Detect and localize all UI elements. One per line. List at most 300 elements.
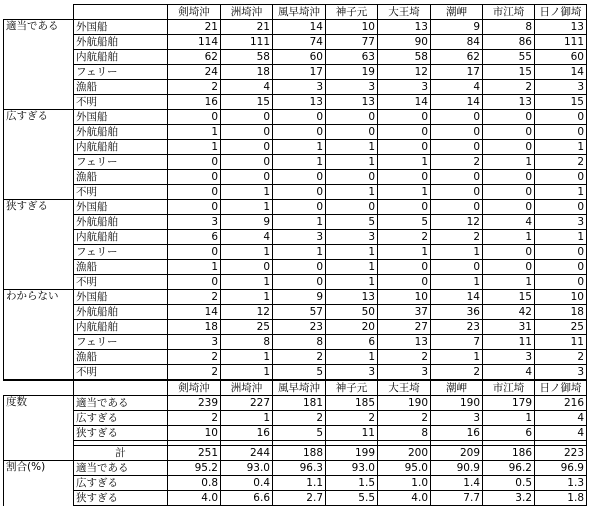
column-header: 洲埼沖 [221,380,273,396]
row-label: フェリー [74,65,168,80]
column-header: 神子元 [326,380,378,396]
value-cell: 0 [535,275,587,290]
column-header: 風早埼沖 [273,5,326,20]
value-cell: 3 [168,335,221,350]
row-label: 内航船舶 [74,140,168,155]
value-cell: 0 [483,110,535,125]
value-cell: 0 [273,200,326,215]
column-header: 風早埼沖 [273,380,326,396]
value-cell: 1.4 [431,476,483,491]
value-cell: 1 [535,230,587,245]
value-cell: 13 [378,20,431,35]
value-cell: 0 [431,260,483,275]
survey-table [3,4,587,506]
column-header: 日ノ御埼 [535,5,587,20]
value-cell: 13 [378,335,431,350]
value-cell: 12 [431,215,483,230]
group-spacer [4,215,74,230]
value-cell: 0 [535,260,587,275]
group-spacer [4,350,74,365]
value-cell: 3 [378,80,431,95]
table-row [4,95,587,110]
column-header: 大王埼 [378,380,431,396]
value-cell: 209 [431,446,483,461]
value-cell: 17 [431,65,483,80]
group-spacer [4,335,74,350]
group-label: 度数 [4,396,74,411]
value-cell: 21 [168,20,221,35]
value-cell: 17 [273,65,326,80]
group-spacer [4,305,74,320]
value-cell: 3 [326,80,378,95]
value-cell: 6 [168,230,221,245]
value-cell: 111 [535,35,587,50]
value-cell: 2 [431,155,483,170]
table-row [4,80,587,95]
value-cell: 15 [221,95,273,110]
value-cell: 188 [273,446,326,461]
value-cell: 1 [221,200,273,215]
value-cell: 15 [535,95,587,110]
value-cell: 199 [326,446,378,461]
value-cell: 11 [326,426,378,441]
value-cell: 23 [431,320,483,335]
table-row [4,260,587,275]
value-cell: 2 [168,411,221,426]
value-cell: 10 [535,290,587,305]
value-cell: 27 [378,320,431,335]
group-spacer [4,446,74,461]
value-cell: 16 [221,426,273,441]
value-cell: 190 [378,396,431,411]
value-cell: 93.0 [326,461,378,476]
table-row [4,476,587,491]
corner-cell [4,5,74,20]
value-cell: 0 [378,200,431,215]
value-cell: 0 [535,110,587,125]
value-cell: 1 [326,140,378,155]
value-cell: 16 [168,95,221,110]
value-cell: 1 [378,155,431,170]
value-cell: 2 [168,80,221,95]
value-cell: 3 [535,80,587,95]
header-row [4,5,587,20]
value-cell: 1 [483,275,535,290]
table-row [4,125,587,140]
value-cell: 15 [483,65,535,80]
value-cell: 0.4 [221,476,273,491]
row-label: 内航船舶 [74,320,168,335]
group-spacer [4,260,74,275]
group-spacer [4,65,74,80]
value-cell: 60 [273,50,326,65]
header-row [4,380,587,396]
value-cell: 14 [273,20,326,35]
group-spacer [4,411,74,426]
value-cell: 2 [431,365,483,381]
row-label: フェリー [74,335,168,350]
table-row [4,320,587,335]
value-cell: 1 [431,275,483,290]
group-spacer [4,275,74,290]
value-cell: 84 [431,35,483,50]
table-row [4,365,587,381]
value-cell: 1 [273,215,326,230]
row-label: 不明 [74,185,168,200]
value-cell: 2 [273,411,326,426]
value-cell: 1.8 [535,491,587,506]
value-cell: 10 [378,290,431,305]
row-label: 狭すぎる [74,426,168,441]
value-cell: 0 [326,170,378,185]
value-cell: 0 [221,110,273,125]
corner-cell [4,380,74,396]
value-cell: 25 [221,320,273,335]
group-spacer [4,80,74,95]
value-cell: 1 [326,260,378,275]
value-cell: 62 [168,50,221,65]
value-cell: 93.0 [221,461,273,476]
value-cell: 25 [535,320,587,335]
row-label: 漁船 [74,80,168,95]
value-cell: 4.0 [378,491,431,506]
group-spacer [4,35,74,50]
value-cell: 6.6 [221,491,273,506]
value-cell: 63 [326,50,378,65]
value-cell: 3 [535,365,587,381]
value-cell: 37 [378,305,431,320]
value-cell: 1 [221,411,273,426]
value-cell: 0 [168,245,221,260]
value-cell: 0 [273,110,326,125]
value-cell: 0 [326,125,378,140]
group-spacer [4,50,74,65]
value-cell: 0 [378,260,431,275]
value-cell: 0 [168,275,221,290]
value-cell: 1 [168,260,221,275]
value-cell: 3 [273,230,326,245]
column-header: 潮岬 [431,380,483,396]
table-row [4,20,587,35]
value-cell: 0 [221,260,273,275]
row-label: フェリー [74,245,168,260]
value-cell: 0 [168,200,221,215]
value-cell: 2 [535,350,587,365]
value-cell: 0 [221,155,273,170]
group-spacer [4,125,74,140]
value-cell: 13 [273,95,326,110]
value-cell: 95.0 [378,461,431,476]
value-cell: 18 [535,305,587,320]
value-cell: 0 [273,125,326,140]
corner-cell [74,5,168,20]
table-row [4,185,587,200]
value-cell: 1 [221,185,273,200]
value-cell: 4 [431,80,483,95]
value-cell: 1 [535,185,587,200]
value-cell: 114 [168,35,221,50]
value-cell: 2 [168,365,221,381]
table-row [4,426,587,441]
group-spacer [4,185,74,200]
value-cell: 223 [535,446,587,461]
value-cell: 0 [378,125,431,140]
value-cell: 2 [378,350,431,365]
value-cell: 24 [168,65,221,80]
column-header: 神子元 [326,5,378,20]
value-cell: 0 [431,200,483,215]
value-cell: 0 [483,170,535,185]
value-cell: 58 [378,50,431,65]
group-spacer [4,320,74,335]
value-cell: 1 [326,350,378,365]
table-row [4,50,587,65]
value-cell: 96.2 [483,461,535,476]
value-cell: 31 [483,320,535,335]
column-header: 日ノ御埼 [535,380,587,396]
value-cell: 1.5 [326,476,378,491]
value-cell: 1 [326,275,378,290]
row-label: 狭すぎる [74,491,168,506]
row-label: 適当である [74,461,168,476]
value-cell: 8 [483,20,535,35]
value-cell: 23 [273,320,326,335]
value-cell: 0 [535,125,587,140]
value-cell: 0 [483,185,535,200]
value-cell: 5 [273,365,326,381]
value-cell: 1 [378,185,431,200]
value-cell: 1 [326,185,378,200]
row-label: フェリー [74,155,168,170]
value-cell: 14 [535,65,587,80]
value-cell: 1 [221,275,273,290]
group-spacer [4,155,74,170]
value-cell: 2 [378,411,431,426]
value-cell: 12 [378,65,431,80]
value-cell: 0 [431,170,483,185]
value-cell: 1 [273,155,326,170]
group-label: 広すぎる [4,110,74,125]
value-cell: 1.3 [535,476,587,491]
value-cell: 1 [483,230,535,245]
value-cell: 0 [378,275,431,290]
value-cell: 14 [378,95,431,110]
value-cell: 3 [168,215,221,230]
value-cell: 3 [273,80,326,95]
value-cell: 96.9 [535,461,587,476]
value-cell: 0 [535,245,587,260]
value-cell: 15 [483,290,535,305]
value-cell: 6 [483,426,535,441]
value-cell: 200 [378,446,431,461]
table-row [4,275,587,290]
value-cell: 4 [221,230,273,245]
value-cell: 0 [221,170,273,185]
value-cell: 1 [221,365,273,381]
value-cell: 5 [378,215,431,230]
value-cell: 0 [535,200,587,215]
value-cell: 36 [431,305,483,320]
value-cell: 2 [378,230,431,245]
value-cell: 0 [168,170,221,185]
table-row [4,305,587,320]
value-cell: 0.5 [483,476,535,491]
row-label: 外国船 [74,290,168,305]
value-cell: 55 [483,50,535,65]
value-cell: 1 [431,245,483,260]
value-cell: 0.8 [168,476,221,491]
group-spacer [4,426,74,441]
value-cell: 1 [221,245,273,260]
value-cell: 13 [483,95,535,110]
value-cell: 185 [326,396,378,411]
value-cell: 8 [378,426,431,441]
total-row [4,446,587,461]
row-label: 内航船舶 [74,230,168,245]
value-cell: 1 [168,140,221,155]
row-label: 外国船 [74,20,168,35]
value-cell: 2 [273,350,326,365]
value-cell: 1 [378,245,431,260]
value-cell: 9 [221,215,273,230]
value-cell: 3 [431,411,483,426]
value-cell: 7.7 [431,491,483,506]
value-cell: 0 [168,155,221,170]
table-row [4,35,587,50]
group-spacer [4,230,74,245]
value-cell: 2 [326,411,378,426]
value-cell: 57 [273,305,326,320]
value-cell: 0 [431,140,483,155]
value-cell: 0 [378,170,431,185]
row-label: 不明 [74,275,168,290]
row-label: 不明 [74,365,168,381]
value-cell: 0 [221,125,273,140]
table-row [4,350,587,365]
value-cell: 18 [221,65,273,80]
value-cell: 90 [378,35,431,50]
value-cell: 0 [483,200,535,215]
value-cell: 13 [326,95,378,110]
row-label: 漁船 [74,260,168,275]
row-label: 適当である [74,396,168,411]
value-cell: 0 [221,140,273,155]
value-cell: 0 [273,275,326,290]
row-label: 広すぎる [74,411,168,426]
value-cell: 8 [273,335,326,350]
value-cell: 18 [168,320,221,335]
value-cell: 8 [221,335,273,350]
value-cell: 7 [431,335,483,350]
value-cell: 6 [326,335,378,350]
value-cell: 0 [326,110,378,125]
value-cell: 13 [326,290,378,305]
value-cell: 244 [221,446,273,461]
value-cell: 1 [535,140,587,155]
value-cell: 190 [431,396,483,411]
table-row [4,461,587,476]
value-cell: 0 [168,110,221,125]
value-cell: 186 [483,446,535,461]
value-cell: 179 [483,396,535,411]
group-label: 狭すぎる [4,200,74,215]
table-row [4,155,587,170]
value-cell: 0 [273,185,326,200]
value-cell: 95.2 [168,461,221,476]
value-cell: 11 [535,335,587,350]
column-header: 大王埼 [378,5,431,20]
column-header: 剣埼沖 [168,380,221,396]
group-label: わからない [4,290,74,305]
value-cell: 14 [431,95,483,110]
value-cell: 3 [326,365,378,381]
value-cell: 0 [273,260,326,275]
row-label: 外航船舶 [74,305,168,320]
row-label: 漁船 [74,350,168,365]
value-cell: 5 [326,215,378,230]
table-row [4,411,587,426]
value-cell: 0 [378,140,431,155]
value-cell: 3.2 [483,491,535,506]
value-cell: 14 [168,305,221,320]
value-cell: 90.9 [431,461,483,476]
value-cell: 216 [535,396,587,411]
value-cell: 239 [168,396,221,411]
group-spacer [4,491,74,506]
value-cell: 1 [483,155,535,170]
value-cell: 96.3 [273,461,326,476]
value-cell: 0 [431,185,483,200]
table-row [4,491,587,506]
value-cell: 3 [483,350,535,365]
group-spacer [4,365,74,381]
value-cell: 9 [431,20,483,35]
value-cell: 0 [378,110,431,125]
value-cell: 19 [326,65,378,80]
table-row [4,396,587,411]
value-cell: 14 [431,290,483,305]
value-cell: 0 [483,245,535,260]
value-cell: 0 [483,260,535,275]
value-cell: 0 [483,125,535,140]
row-label: 外国船 [74,110,168,125]
row-label: 外航船舶 [74,35,168,50]
value-cell: 111 [221,35,273,50]
value-cell: 58 [221,50,273,65]
table-row [4,110,587,125]
value-cell: 2 [168,290,221,305]
value-cell: 1 [326,245,378,260]
table-row [4,140,587,155]
value-cell: 1 [326,155,378,170]
row-label: 内航船舶 [74,50,168,65]
group-label: 割合(%) [4,461,74,476]
value-cell: 3 [378,365,431,381]
value-cell: 62 [431,50,483,65]
value-cell: 4 [535,426,587,441]
row-label: 計 [74,446,168,461]
value-cell: 5 [273,426,326,441]
value-cell: 60 [535,50,587,65]
value-cell: 86 [483,35,535,50]
value-cell: 3 [326,230,378,245]
value-cell: 4 [221,80,273,95]
value-cell: 0 [273,170,326,185]
value-cell: 20 [326,320,378,335]
value-cell: 1 [431,350,483,365]
value-cell: 2 [168,350,221,365]
value-cell: 0 [326,200,378,215]
